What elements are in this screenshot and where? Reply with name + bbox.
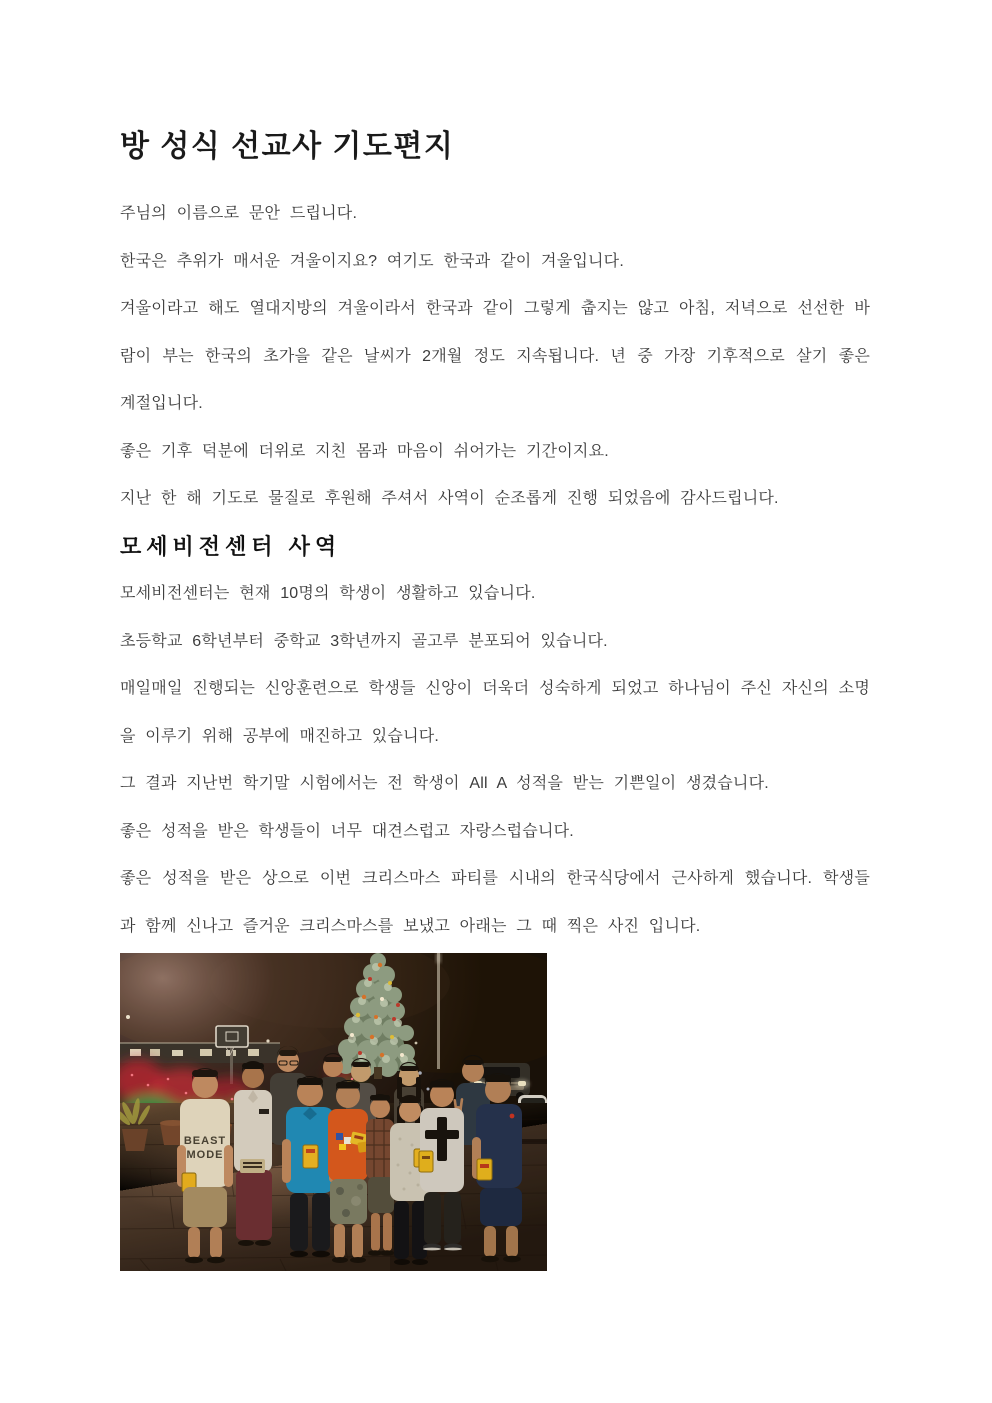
paragraph-thanks: 지난 한 해 기도로 물질로 후원해 주셔서 사역이 순조롭게 진행 되었음에 감사드립니다. bbox=[120, 490, 779, 507]
shirt-text-beast: BEAST bbox=[183, 1135, 227, 1147]
section-heading-moses-vision-center: 모세비전센터 사역 bbox=[120, 533, 342, 559]
document-title: 방 성식 선교사 기도편지 bbox=[120, 130, 455, 163]
shirt-text-mode: MODE bbox=[186, 1149, 224, 1161]
photo-vignette bbox=[120, 953, 547, 1271]
paragraph-greeting: 주님의 이름으로 문안 드립니다. bbox=[120, 205, 358, 222]
christmas-party-photo bbox=[120, 953, 547, 1271]
paragraph-winter: 한국은 추위가 매서운 겨울이지요? 여기도 한국과 같이 겨울입니다. bbox=[120, 252, 624, 270]
christmas-party-photo-illustration bbox=[120, 953, 547, 1271]
paragraph-rest-season: 좋은 기후 덕분에 더위로 지친 몸과 마음이 쉬어가는 기간이지요. bbox=[120, 442, 609, 460]
paragraph-students-count: 모세비전센터는 현재 10명의 학생이 생활하고 있습니다. bbox=[120, 585, 536, 602]
paragraph-grades: 초등학교 6학년부터 중학교 3학년까지 골고루 분포되어 있습니다. bbox=[120, 632, 608, 650]
paragraph-climate: 겨울이라고 해도 열대지방의 겨울이라서 한국과 같이 그렇게 춥지는 않고 아침, 저녁으로 선선한 바람이 부는 한국의 초가을 같은 날씨가 2개월 정도 지속됩니다. 년 중 가장 기후적으로 살기 좋은 계절입니다. bbox=[120, 300, 870, 412]
paragraph-all-a: 그 결과 지난번 학기말 시험에서는 전 학생이 All A 성적을 받는 기쁜일이 생겼습니다. bbox=[120, 775, 769, 792]
paragraph-proud: 좋은 성적을 받은 학생들이 너무 대견스럽고 자랑스럽습니다. bbox=[120, 822, 574, 840]
paragraph-faith-training: 매일매일 진행되는 신앙훈련으로 학생들 신앙이 더욱더 성숙하게 되었고 하나님이 주신 자신의 소명을 이루기 위해 공부에 매진하고 있습니다. bbox=[120, 680, 870, 745]
paragraph-christmas-party: 좋은 성적을 받은 상으로 이번 크리스마스 파티를 시내의 한국식당에서 근사하게 했습니다. 학생들과 함께 신나고 즐거운 크리스마스를 보냈고 아래는 그 때 찍은 사진 입니다. bbox=[120, 870, 870, 935]
